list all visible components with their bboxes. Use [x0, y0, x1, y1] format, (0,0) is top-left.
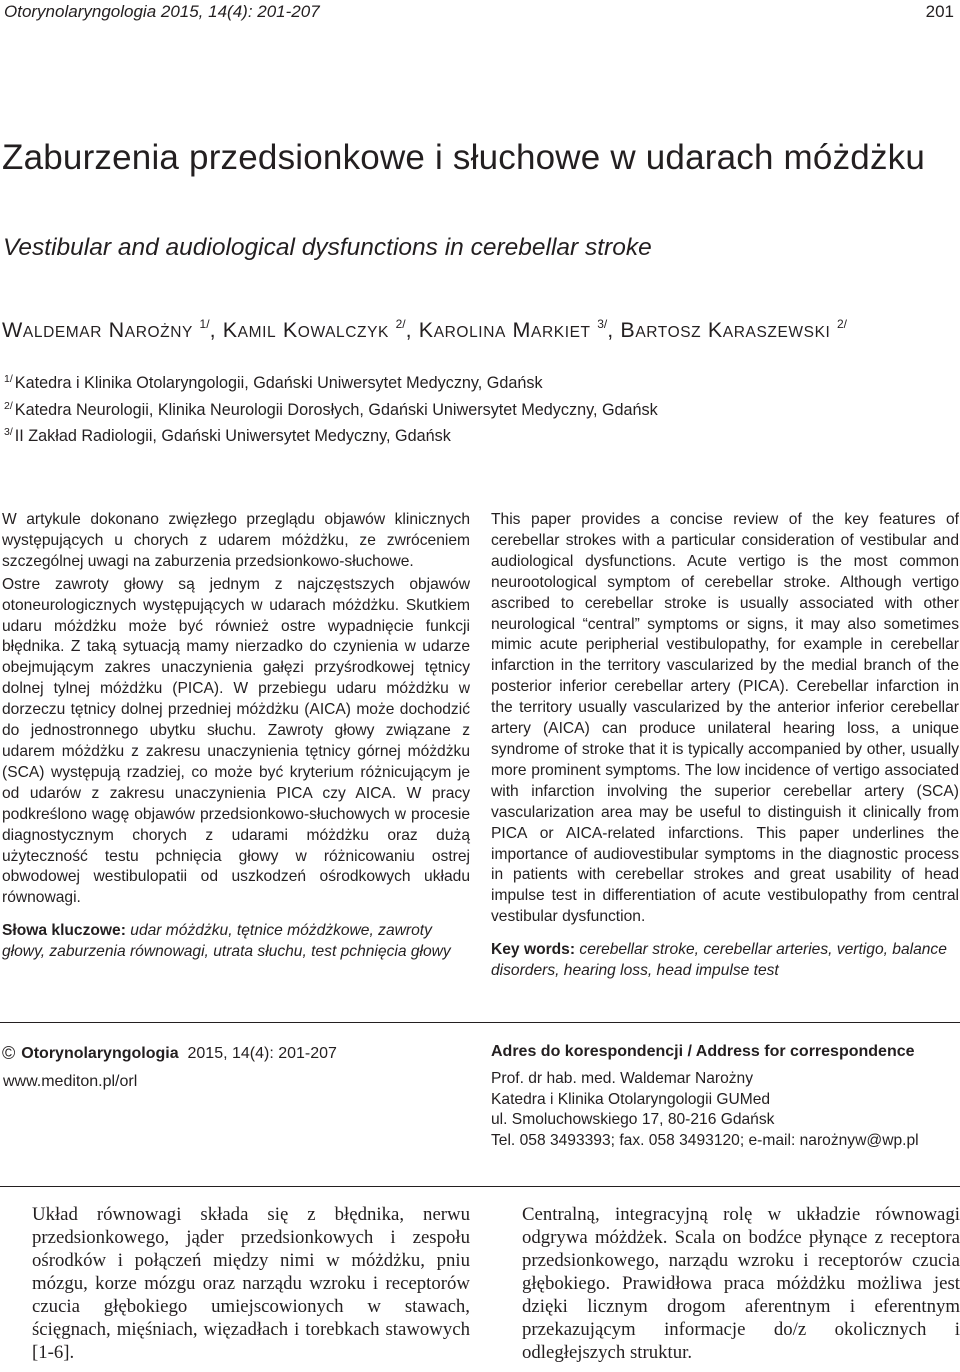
- correspondence-address: [491, 1069, 919, 1151]
- author-list: WALDEMAR NAROŻNY $^{1/}$, KAMIL KOWALCZYK $^{2/}$, KAROLINA MARKIET $^{3/}$, BARTOSZ KARASZEWSKI $^{2/}$: [2, 317, 848, 342]
- author: WALDEMAR NAROŻNY $^{1/}$: [2, 317, 210, 342]
- divider: [0, 1022, 960, 1023]
- affiliation: $^{1/}$ Katedra i Klinika Otolaryngologii, Gdański Uniwersytet Medyczny, Gdańsk: [4, 373, 543, 392]
- body-column-left: [32, 1203, 470, 1364]
- article-title-polish: Zaburzenia przedsionkowe i słuchowe w udarach móżdżku: [2, 138, 926, 177]
- article-title-english: Vestibular and audiological dysfunctions in cerebellar stroke: [3, 234, 652, 261]
- address-line: ul. Smoluchowskiego 17, 80-216 Gdańsk: [491, 1111, 775, 1128]
- citation: © Otorynolaryngologia 2015, 14(4): 201-207: [2, 1043, 337, 1063]
- journal-url[interactable]: www.mediton.pl/orl: [3, 1073, 138, 1090]
- author: KAROLINA MARKIET $^{3/}$: [418, 317, 608, 342]
- affiliation: $^{3/}$ II Zakład Radiologii, Gdański Uniwersytet Medyczny, Gdańsk: [4, 426, 451, 445]
- keywords-polish: Słowa kluczowe: udar móżdżku, tętnice móżdżkowe, zawroty głowy, zaburzenia równowagi, utrata słuchu, test pchnięcia głowy: [2, 922, 451, 961]
- author: KAMIL KOWALCZYK $^{2/}$: [222, 317, 406, 342]
- copyright-icon: ©: [2, 1043, 16, 1063]
- affiliation: $^{2/}$ Katedra Neurologii, Klinika Neurologii Dorosłych, Gdański Uniwersytet Medyczny, Gdańsk: [4, 399, 658, 419]
- abstract-paragraph: This paper provides a concise review of the key features of cerebellar strokes with a particular consideration of vestibular and audiological dysfunctions. Acute vertigo is the most common neurootological symptom of cerebellar stroke. Although vertigo ascribed to cerebellar stroke is usually associated with other neurological “central” symptoms or signs, it may also sometimes mimic acute peripherial vestibulopathy, for example in cerebellar infarction in the territory vascularized by the medial branch of the posterior inferior cerebellar artery (PICA). Cerebellar infarction in the territory usually vascularized by the anterior inferior cerebellar artery (AICA) can produce unilateral hearing loss, a unique syndrome of stroke that it is typically accompanied by other, usually more prominent symptoms. The low incidence of vertigo associated with infarction involving the superior cerebellar artery (SCA) vascularization area may be useful to distinguish it clinically from PICA or AICA-related infarctions. This paper underlines the importance of audiovestibular symptoms in the diagnostic process in patients with cerebellar strokes and great usability of head impulse test in differentiation of acute vestibulopathy from central vestibular dysfunction.: [491, 511, 959, 926]
- abstract-paragraph: Ostre zawroty głowy są jednym z najczęstszych objawów otoneurologicznych występujących w udarach móżdżku. Skutkiem udaru móżdżku może być również ostre wypadnięcie funkcji błędnika. Z taką sytuacją mamy nierzadko do czynienia w udarze obejmującym zakres unaczynienia gałęzi przyśrodkowej tętnicy dolnej tylnej móżdżku (PICA). W przebiegu udaru móżdżku w dorzeczu tętnicy dolnej przedniej móżdżku (AICA) może dochodzić do jednostronnego ubytku słuchu. Zawroty głowy związane z udarem móżdżku z zakresu unaczynienia tętnicy górnej móżdżku (SCA) występują rzadziej, co może być kryterium różnicującym je od udarów z zakresu unaczynienia PICA czy AICA. W pracy podkreślono wagę objawów przedsionkowo-słuchowych w procesie diagnostycznym chorych z udarami móżdżku oraz dużą użyteczność testu pchnięcia głowy w różnicowaniu ostrej obwodowej westibulopatii od uszkodzeń ośrodkowych układu równowagi.: [2, 575, 470, 907]
- abstract-paragraph: W artykule dokonano zwięzłego przeglądu objawów klinicznych występujących u chorych z udarem móżdżku, ze zwróceniem szczególnej uwagi na zaburzenia przedsionkowo-słuchowe.: [2, 511, 470, 570]
- affiliations: [4, 368, 658, 448]
- page-number: 201: [925, 2, 954, 21]
- keywords-english: Key words: cerebellar stroke, cerebellar arteries, vertigo, balance disorders, hearing loss, head impulse test: [491, 941, 947, 980]
- address-line: Tel. 058 3493393; fax. 058 3493120; e-mail: narożnyw@wp.pl: [491, 1131, 919, 1149]
- correspondence-heading: Adres do korespondencji / Address for correspondence: [491, 1043, 915, 1060]
- address-line: Katedra i Klinika Otolaryngologii GUMed: [491, 1090, 771, 1108]
- author: BARTOSZ KARASZEWSKI $^{2/}$: [620, 317, 848, 342]
- running-header: Otorynolaryngologia 2015, 14(4): 201-207: [4, 2, 320, 21]
- body-paragraph: Centralną, integracyjną rolę w układzie równowagi odgrywa móżdżek. Scala on bodźce płynące z receptora przedsionkowego, narządu wzroku i receptorów czucia głębokiego. Prawidłowa praca móżdżku możliwa jest dzięki licznym drogom aferentnym i eferentnym przekazującym informacje do/z okolicznych i odległejszych struktur.: [522, 1204, 960, 1363]
- abstract-polish: [2, 510, 470, 963]
- body-column-right: [522, 1203, 960, 1364]
- address-line: Prof. dr hab. med. Waldemar Narożny: [491, 1070, 754, 1087]
- abstract-english: [491, 510, 959, 982]
- body-paragraph: Układ równowagi składa się z błędnika, nerwu przedsionkowego, jąder przedsionkowych i zespołu ośrodków i połączeń między nimi w móżdżku, pniu mózgu, korze mózgu oraz narządu wzroku i receptorów czucia głębokiego umiejscowionych w stawach, ścięgnach, mięśniach, więzadłach i torebkach stawowych [1-6].: [32, 1204, 470, 1363]
- divider: [0, 1186, 960, 1187]
